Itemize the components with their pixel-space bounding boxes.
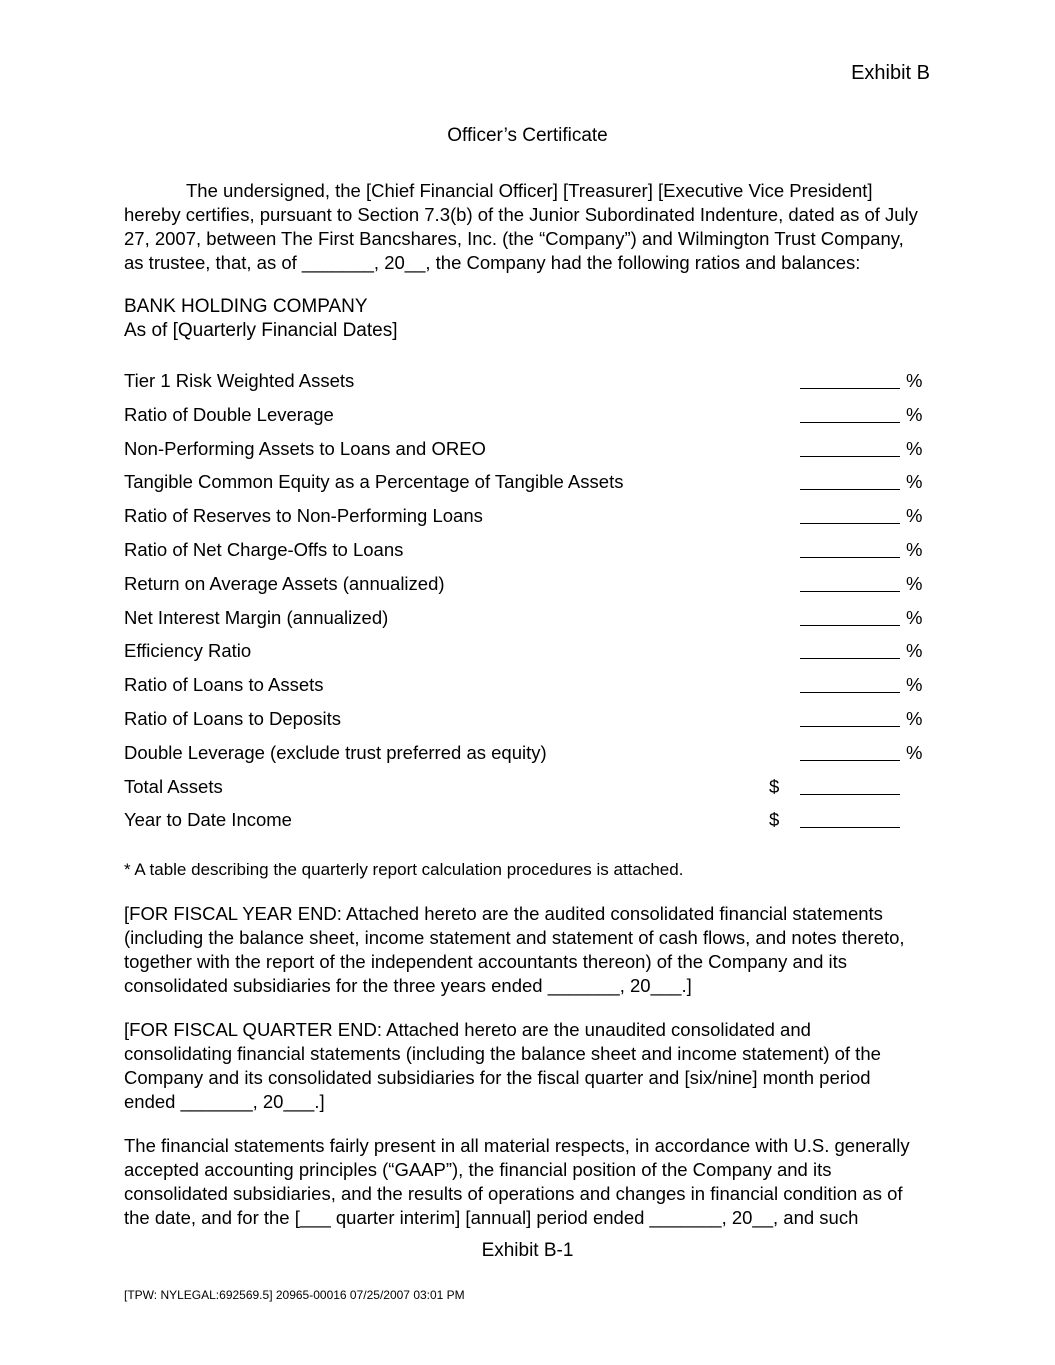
ratio-row — [124, 465, 934, 499]
ratio-row — [124, 634, 934, 668]
ratio-label: Year to Date Income — [124, 809, 292, 831]
paragraph-line: (including the balance sheet, income statement and statement of cash flows, and notes thereto, — [124, 927, 905, 948]
fill-in-blank — [800, 634, 900, 659]
ratio-label: Double Leverage (exclude trust preferred as equity) — [124, 741, 547, 763]
ratio-label: Efficiency Ratio — [124, 640, 252, 662]
intro-line: 27, 2007, between The First Bancshares, Inc. (the “Company”) and Wilmington Trust Company, — [124, 228, 904, 249]
fill-in-blank — [800, 702, 900, 727]
paragraph-line: consolidated subsidiaries for the three years ended _______, 20___.] — [124, 975, 692, 996]
percent-sign: % — [906, 505, 923, 527]
fill-in-blank — [800, 499, 900, 524]
paragraph-line: ended _______, 20___.] — [124, 1091, 325, 1112]
fill-in-blank — [800, 398, 900, 423]
ratio-row — [124, 567, 934, 601]
percent-sign: % — [906, 674, 923, 696]
ratio-row — [124, 432, 934, 466]
fill-in-blank — [800, 736, 900, 761]
paragraph-line: The financial statements fairly present in all material respects, in accordance with U.S. generally — [124, 1135, 910, 1156]
fill-in-blank — [800, 803, 900, 828]
percent-sign: % — [906, 606, 923, 628]
paragraph-line: consolidated subsidiaries, and the results of operations and changes in financial condition as of — [124, 1183, 903, 1204]
percent-sign: % — [906, 403, 923, 425]
percent-sign: % — [906, 471, 923, 493]
ratio-label: Return on Average Assets (annualized) — [124, 572, 445, 594]
ratio-row — [124, 499, 934, 533]
ratio-row — [124, 702, 934, 736]
intro-line: as trustee, that, as of _______, 20__, the Company had the following ratios and balances: — [124, 252, 861, 273]
exhibit-label: Exhibit B — [851, 62, 930, 84]
fill-in-blank — [800, 533, 900, 558]
paragraph-line: [FOR FISCAL QUARTER END: Attached hereto are the unaudited consolidated and — [124, 1019, 811, 1040]
ratio-row — [124, 803, 934, 837]
fiscal-quarter-paragraph — [124, 1018, 934, 1114]
percent-sign: % — [906, 437, 923, 459]
fill-in-blank — [800, 465, 900, 490]
section-heading — [124, 295, 934, 343]
ratio-row — [124, 770, 934, 804]
ratio-label: Tier 1 Risk Weighted Assets — [124, 370, 355, 391]
intro-paragraph — [124, 179, 934, 275]
ratio-label: Ratio of Net Charge-Offs to Loans — [124, 538, 404, 560]
percent-sign: % — [906, 741, 923, 763]
paragraph-line: Company and its consolidated subsidiaries for the fiscal quarter and [six/nine] month period — [124, 1067, 871, 1088]
currency-symbol: $ — [769, 809, 780, 831]
ratio-list — [124, 364, 934, 837]
page-footer-label: Exhibit B-1 — [481, 1240, 574, 1261]
fiscal-year-paragraph — [124, 902, 934, 998]
ratio-label: Total Assets — [124, 775, 223, 797]
footnote: * A table describing the quarterly report calculation procedures is attached. — [124, 860, 684, 879]
ratio-row — [124, 736, 934, 770]
percent-sign: % — [906, 572, 923, 594]
ratio-label: Non-Performing Assets to Loans and OREO — [124, 437, 486, 459]
ratio-row — [124, 668, 934, 702]
ratio-row — [124, 601, 934, 635]
ratio-row — [124, 398, 934, 432]
percent-sign: % — [906, 538, 923, 560]
fill-in-blank — [800, 601, 900, 626]
paragraph-line: [FOR FISCAL YEAR END: Attached hereto are the audited consolidated financial statements — [124, 903, 883, 924]
percent-sign: % — [906, 640, 923, 662]
fill-in-blank — [800, 567, 900, 592]
paragraph-line: consolidating financial statements (including the balance sheet and income statement) of the — [124, 1043, 881, 1064]
ratio-label: Ratio of Reserves to Non-Performing Loans — [124, 505, 483, 527]
ratio-label: Tangible Common Equity as a Percentage of Tangible Assets — [124, 471, 624, 493]
intro-line: The undersigned, the [Chief Financial Officer] [Treasurer] [Executive Vice President] — [186, 180, 873, 201]
fill-in-blank — [800, 364, 900, 389]
intro-line: hereby certifies, pursuant to Section 7.3(b) of the Junior Subordinated Indenture, dated as of July — [124, 204, 918, 225]
ratio-label: Ratio of Loans to Deposits — [124, 707, 341, 729]
ratio-label: Net Interest Margin (annualized) — [124, 606, 389, 628]
ratio-label: Ratio of Loans to Assets — [124, 674, 324, 696]
percent-sign: % — [906, 707, 923, 729]
paragraph-line: the date, and for the [___ quarter interim] [annual] period ended _______, 20__, and such — [124, 1207, 859, 1228]
section-title: BANK HOLDING COMPANY — [124, 296, 368, 317]
section-subtitle: As of [Quarterly Financial Dates] — [124, 320, 398, 341]
ratio-label: Ratio of Double Leverage — [124, 403, 334, 425]
certificate-title: Officer’s Certificate — [447, 125, 608, 146]
gaap-paragraph — [124, 1134, 934, 1230]
currency-symbol: $ — [769, 775, 780, 797]
paragraph-line: accepted accounting principles (“GAAP”), the financial position of the Company and its — [124, 1159, 832, 1180]
percent-sign: % — [906, 370, 923, 391]
ratio-row — [124, 364, 934, 398]
document-id: [TPW: NYLEGAL:692569.5] 20965-00016 07/25/2007 03:01 PM — [124, 1288, 465, 1302]
fill-in-blank — [800, 770, 900, 795]
fill-in-blank — [800, 668, 900, 693]
fill-in-blank — [800, 432, 900, 457]
ratio-row — [124, 533, 934, 567]
paragraph-line: together with the report of the independent accountants thereon) of the Company and its — [124, 951, 847, 972]
